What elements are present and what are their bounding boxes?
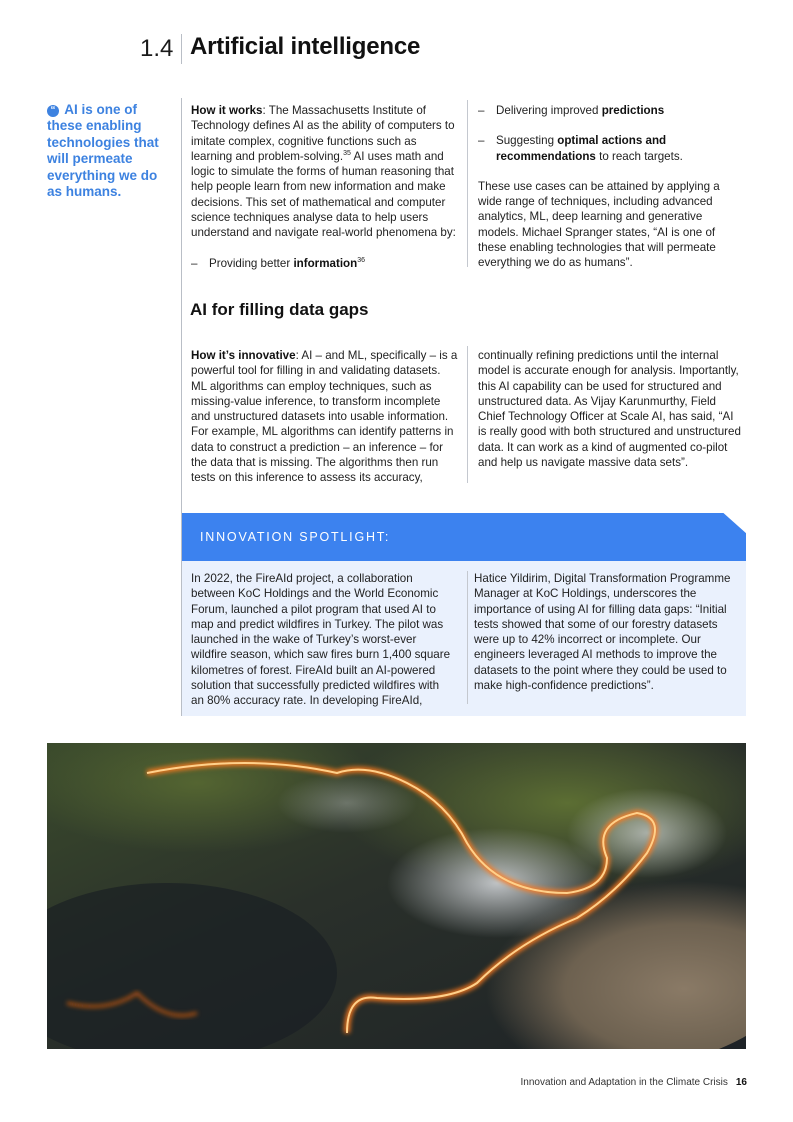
data-gaps-paragraph-2: continually refining predictions until the internal model is accurate enough for analysis. Importantly, this AI capability can be used for structured and unstructured data. As Vijay Karunmurthy, Field Chief Technology Officer at Scale AI, has said, “AI is really good with both structured and unstructured data. It can work as a kind of augmented co-pilot and help us navigate massive data sets”. [478, 349, 741, 470]
column-divider [467, 571, 468, 704]
pull-quote-text: AI is one of these enabling technologies that will permeate everything we do as humans. [47, 102, 159, 200]
data-gaps-paragraph-1: How it’s innovative: AI – and ML, specifically – is a powerful tool for filling in and validating datasets. ML algorithms can employ techniques, such as missing-value inference, to transform incomplete and unstructured datasets into usable information. For example, ML algorithms can identify patterns in data to construct a prediction – an inference – for the data that is missing. The algorithms then run tests on this inference to assess its accuracy, [191, 349, 458, 485]
use-cases-paragraph: These use cases can be attained by applying a wide range of techniques, including advanced analytics, ML, deep learning and generative models. Michael Spranger states, “AI is one of these enabling technologies that will permeate everything we do as humans”. [478, 179, 720, 270]
how-it-works-column-1 [191, 103, 459, 286]
how-it-works-paragraph: How it works: The Massachusetts Institute of Technology defines AI as the ability of computers to imitate complex, cognitive functions such as learning and problem-solving.$^{35}$ AI uses math and logic to simulate the forms of human reasoning that help people learn from new information and make decisions. This set of mathematical and computer science techniques analyse data to help users understand and navigate real-world phenomena by: [191, 104, 456, 240]
page-footer [521, 1077, 747, 1088]
spotlight-paragraph-2: Hatice Yildirim, Digital Transformation Programme Manager at KoC Holdings, underscores the importance of using AI for filling data gaps: “Initial tests showed that some of our forestry datasets were up to 42% incorrect or incomplete. Our engineers leveraged AI methods to improve the datasets to the point where they could be used to make high-confidence predictions”. [474, 572, 731, 693]
data-gaps-column-2 [478, 348, 744, 485]
page-title: Artificial intelligence [190, 33, 421, 60]
section-rule [181, 34, 182, 64]
bullet-information: – Providing better information$^{36}$ [191, 256, 459, 271]
wildfire-aerial-photo [47, 743, 746, 1049]
page-number: 16 [735, 1077, 747, 1088]
data-gaps-heading: AI for filling data gaps [190, 300, 369, 319]
how-it-works-column-2 [478, 103, 744, 286]
column-divider [467, 100, 468, 267]
pull-quote [47, 102, 169, 200]
spotlight-paragraph-1: In 2022, the FireAId project, a collaboration between KoC Holdings and the World Economic Forum, launched a pilot program that used AI to map and predict wildfires in Turkey. The pilot was launched in the wake of Turkey’s worst-ever wildfire season, which saw fires burn 1,400 square kilometres of forest. FireAId built an AI-powered solution that successfully predicted wildfires with an 80% accuracy rate. In developing FireAId, [191, 572, 451, 708]
quote-icon: “ [47, 105, 59, 117]
bullet-predictions: – Delivering improved predictions [478, 103, 744, 118]
column-divider [467, 346, 468, 483]
spotlight-label: INNOVATION SPOTLIGHT: [200, 530, 391, 544]
spotlight-column-1 [191, 571, 453, 724]
bullet-recommendations: – Suggesting optimal actions and recommendations to reach targets. [478, 133, 744, 164]
data-gaps-column-1 [191, 348, 459, 501]
section-number: 1.4 [140, 35, 174, 62]
footer-title: Innovation and Adaptation in the Climate Crisis [520, 1077, 728, 1088]
spotlight-column-2 [474, 571, 736, 708]
